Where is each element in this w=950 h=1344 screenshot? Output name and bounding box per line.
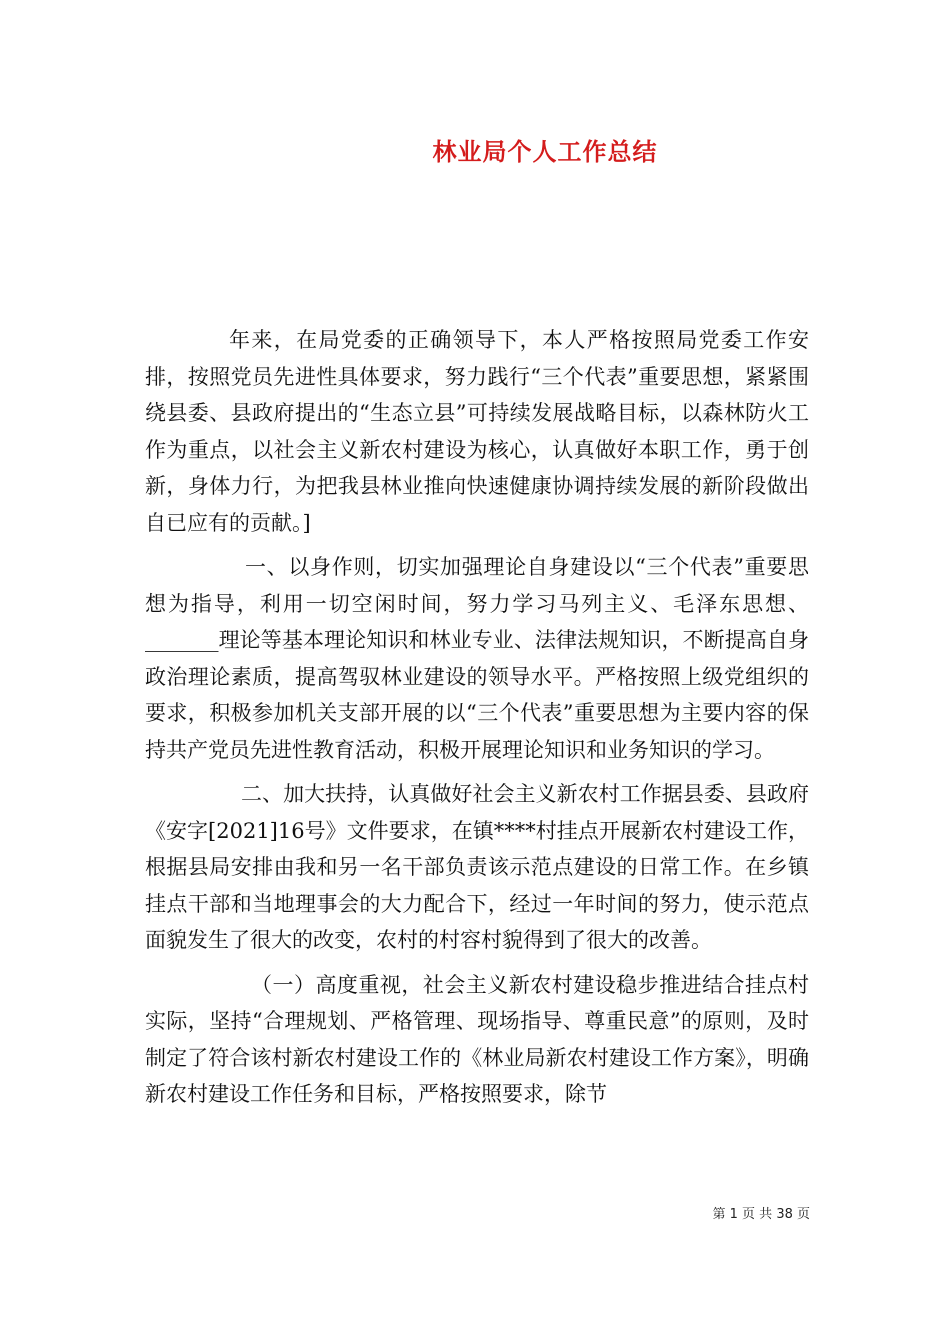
paragraph-intro: 年来，在局党委的正确领导下，本人严格按照局党委工作安排，按照党员先进性具体要求，努力践行“三个代表”重要思想，紧紧围绕县委、县政府提出的“生态立县”可持续发展战略目标，以森林防火工作为重点，以社会主义新农村建设为核心，认真做好本职工作，勇于创新，身体力行，为把我县林业推向快速健康协调持续发展的新阶段做出自已应有的贡献。] [145, 328, 809, 535]
page-number-footer: 第 1 页 共 38 页 [712, 1207, 810, 1222]
document-body [145, 322, 809, 1113]
document-title: 林业局个人工作总结 [432, 137, 658, 166]
paragraph-subsection-1: （一）高度重视，社会主义新农村建设稳步推进结合挂点村实际，坚持“合理规划、严格管理、现场指导、尊重民意”的原则，及时制定了符合该村新农村建设工作的《林业局新农村建设工作方案》，明确新农村建设工作任务和目标，严格按照要求，除节 [145, 972, 809, 1106]
paragraph-section-2: 二、加大扶持，认真做好社会主义新农村工作据县委、县政府《安字[2021]16号》文件要求，在镇****村挂点开展新农村建设工作，根据县局安排由我和另一名干部负责该示范点建设的日常工作。在乡镇挂点干部和当地理事会的大力配合下，经过一年时间的努力，使示范点面貌发生了很大的改变，农村的村容村貌得到了很大的改善。 [145, 782, 809, 952]
paragraph-section-1: 一、以身作则，切实加强理论自身建设以“三个代表”重要思想为指导，利用一切空闲时间，努力学习马列主义、毛泽东思想、_______理论等基本理论知识和林业专业、法律法规知识，不断提高自身政治理论素质，提高驾驭林业建设的领导水平。严格按照上级党组织的要求，积极参加机关支部开展的以“三个代表”重要思想为主要内容的保持共产党员先进性教育活动，积极开展理论知识和业务知识的学习。 [145, 555, 809, 762]
